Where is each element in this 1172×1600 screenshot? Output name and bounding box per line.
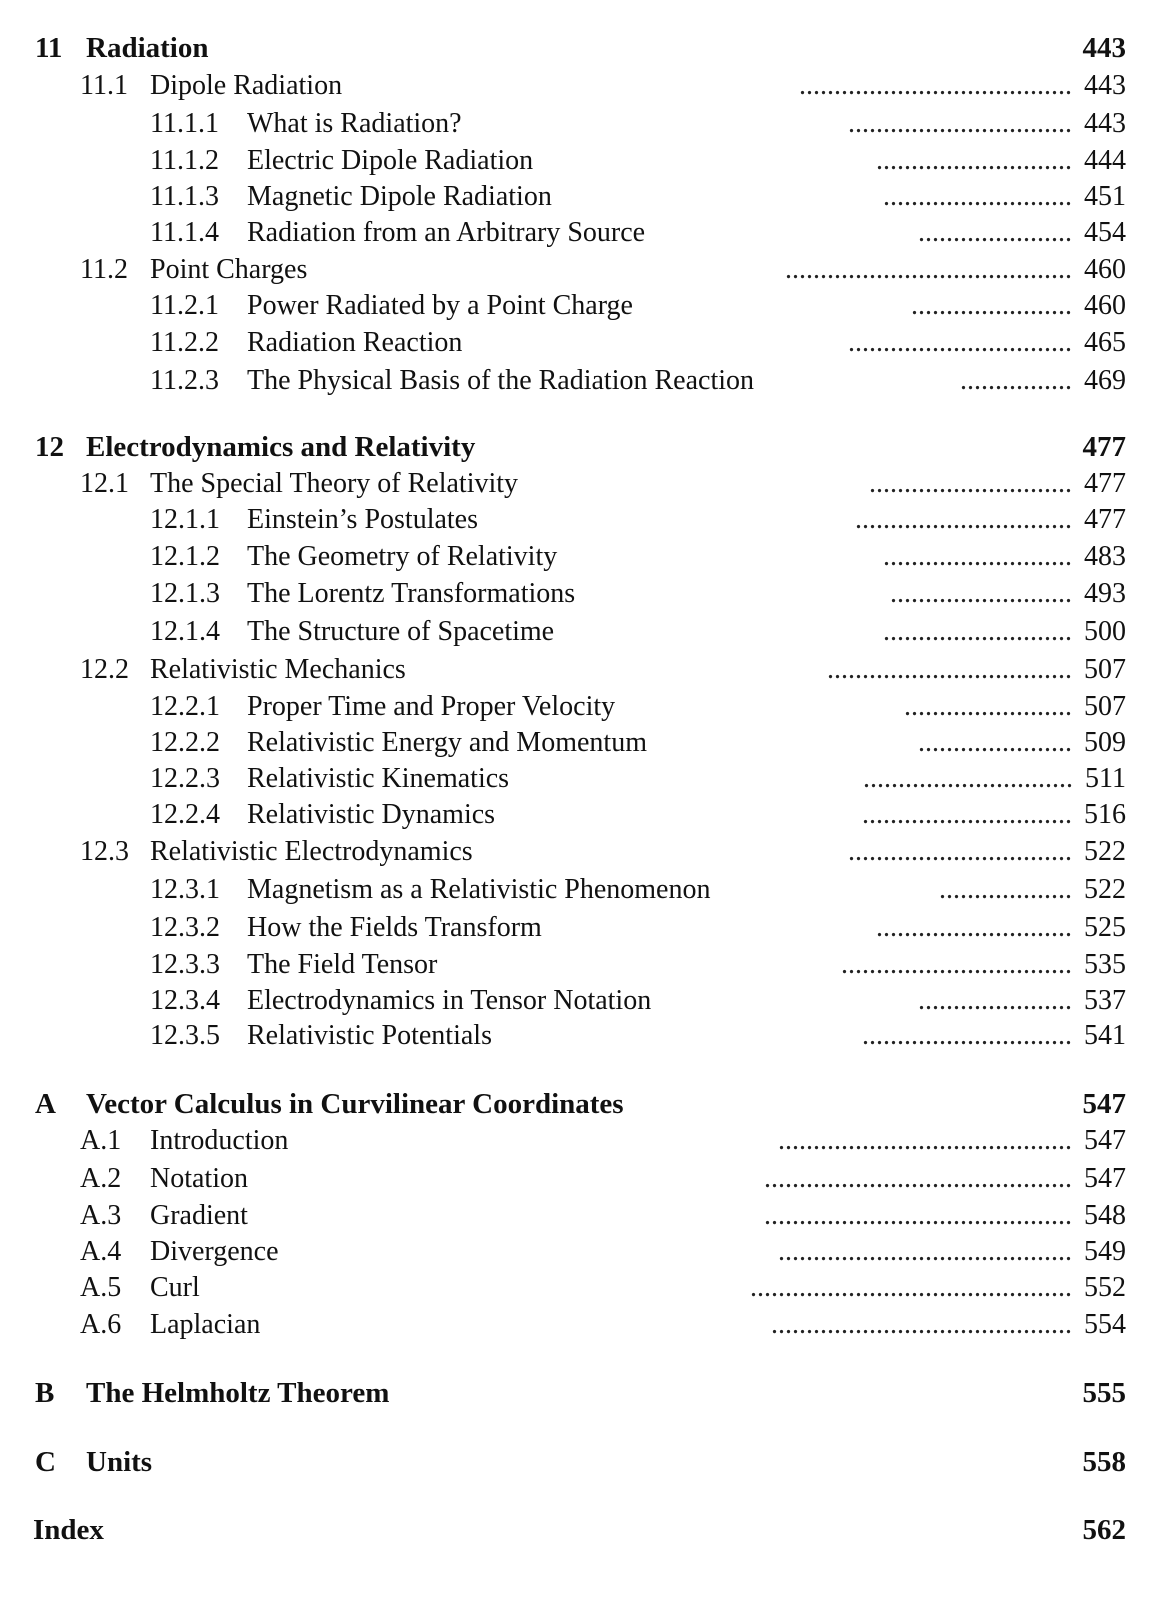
dot-leader: ................................ xyxy=(848,836,1072,867)
toc-entry-number: A xyxy=(35,1088,56,1120)
toc-entry-number: C xyxy=(35,1446,56,1478)
toc-entry-number: A.2 xyxy=(80,1163,122,1194)
dot-leader: ....................................... xyxy=(799,70,1072,101)
toc-entry-number: 12.1.3 xyxy=(150,578,220,609)
toc-entry-subsection[interactable] xyxy=(0,214,1172,252)
toc-entry-title: How the Fields Transform xyxy=(247,912,542,943)
dot-leader: .............................. xyxy=(862,1020,1072,1051)
toc-entry-number: A.3 xyxy=(80,1200,122,1231)
toc-page-number: 562 xyxy=(1082,1514,1126,1546)
dot-leader: ...................... xyxy=(918,727,1072,758)
toc-entry-subsection[interactable] xyxy=(0,613,1172,651)
toc-entry-title: Magnetism as a Relativistic Phenomenon xyxy=(247,874,711,905)
toc-entry-subsection[interactable] xyxy=(0,688,1172,726)
toc-page-number: 451 xyxy=(1084,181,1126,212)
toc-entry-number: 12.2.2 xyxy=(150,727,220,758)
dot-leader: ................................... xyxy=(827,654,1072,685)
toc-entry-title: Vector Calculus in Curvilinear Coordinates xyxy=(86,1088,624,1120)
toc-entry-title: Electric Dipole Radiation xyxy=(247,145,534,176)
toc-entry-subsection[interactable] xyxy=(0,796,1172,834)
dot-leader: ............................................ xyxy=(764,1163,1072,1194)
toc-entry-title: The Geometry of Relativity xyxy=(247,541,558,572)
toc-page-number: 443 xyxy=(1082,32,1126,64)
toc-entry-subsection[interactable] xyxy=(0,871,1172,909)
toc-entry-title: Curl xyxy=(150,1272,200,1303)
toc-entry-subsection[interactable] xyxy=(0,178,1172,216)
toc-entry-title: What is Radiation? xyxy=(247,108,462,139)
toc-entry-subsection[interactable] xyxy=(0,287,1172,325)
toc-entry-title: Gradient xyxy=(150,1200,248,1231)
toc-entry-section[interactable] xyxy=(0,1197,1172,1235)
toc-entry-number: 11.2.1 xyxy=(150,290,219,321)
toc-page-number: 460 xyxy=(1084,254,1126,285)
toc-page-number: 541 xyxy=(1084,1020,1126,1051)
toc-entry-title: Radiation from an Arbitrary Source xyxy=(247,217,646,248)
dot-leader: .............................. xyxy=(863,763,1073,794)
toc-entry-title: Relativistic Potentials xyxy=(247,1020,492,1051)
toc-entry-number: 12.3.1 xyxy=(150,874,220,905)
toc-entry-chapter[interactable] xyxy=(0,1511,1172,1549)
toc-entry-number: 11.2.2 xyxy=(150,327,219,358)
toc-entry-section[interactable] xyxy=(0,1122,1172,1160)
toc-page-number: 477 xyxy=(1084,468,1126,499)
dot-leader: ............................ xyxy=(876,145,1072,176)
toc-page-number: 507 xyxy=(1084,691,1126,722)
toc-entry-number: 11.1.2 xyxy=(150,145,219,176)
toc-entry-number: 12 xyxy=(35,431,64,463)
toc-entry-title: Electrodynamics in Tensor Notation xyxy=(247,985,652,1016)
toc-entry-chapter[interactable] xyxy=(0,1374,1172,1412)
toc-entry-title: Radiation xyxy=(86,32,209,64)
toc-entry-subsection[interactable] xyxy=(0,105,1172,143)
toc-entry-title: The Special Theory of Relativity xyxy=(150,468,519,499)
toc-page-number: 548 xyxy=(1084,1200,1126,1231)
toc-page-number: 558 xyxy=(1082,1446,1126,1478)
toc-entry-title: Electrodynamics and Relativity xyxy=(86,431,476,463)
toc-entry-title: Einstein’s Postulates xyxy=(247,504,478,535)
toc-entry-subsection[interactable] xyxy=(0,946,1172,984)
toc-entry-subsection[interactable] xyxy=(0,142,1172,180)
toc-page-number: 443 xyxy=(1084,108,1126,139)
toc-entry-number: A.1 xyxy=(80,1125,122,1156)
toc-entry-title: Units xyxy=(86,1446,153,1478)
toc-entry-number: 12.3.4 xyxy=(150,985,220,1016)
toc-entry-number: 12.1.4 xyxy=(150,616,220,647)
toc-entry-section[interactable] xyxy=(0,1306,1172,1344)
toc-entry-number: 11.1.3 xyxy=(150,181,219,212)
toc-entry-number: 11.2 xyxy=(80,254,128,285)
toc-page-number: 537 xyxy=(1084,985,1126,1016)
toc-entry-title: Laplacian xyxy=(150,1309,261,1340)
toc-page-number: 525 xyxy=(1084,912,1126,943)
toc-entry-subsection[interactable] xyxy=(0,982,1172,1020)
toc-entry-subsection[interactable] xyxy=(0,724,1172,762)
toc-page-number: 549 xyxy=(1084,1236,1126,1267)
dot-leader: ........................... xyxy=(883,616,1072,647)
toc-entry-title: Relativistic Electrodynamics xyxy=(150,836,473,867)
dot-leader: .............................. xyxy=(862,799,1072,830)
toc-entry-number: 11.1.4 xyxy=(150,217,219,248)
toc-entry-subsection[interactable] xyxy=(0,324,1172,362)
toc-entry-number: 12.3.2 xyxy=(150,912,220,943)
toc-entry-title: Proper Time and Proper Velocity xyxy=(247,691,616,722)
toc-page-number: 509 xyxy=(1084,727,1126,758)
toc-entry-number: 12.1.1 xyxy=(150,504,220,535)
toc-page-number: 554 xyxy=(1084,1309,1126,1340)
toc-entry-title: The Lorentz Transformations xyxy=(247,578,576,609)
toc-entry-chapter[interactable] xyxy=(0,29,1172,67)
toc-entry-title: Introduction xyxy=(150,1125,289,1156)
toc-page-number: 516 xyxy=(1084,799,1126,830)
toc-entry-section[interactable] xyxy=(0,67,1172,105)
toc-page-number: 535 xyxy=(1084,949,1126,980)
toc-entry-number: A.6 xyxy=(80,1309,122,1340)
toc-page-number: 444 xyxy=(1084,145,1126,176)
dot-leader: .............................................. xyxy=(750,1272,1072,1303)
dot-leader: .......................................... xyxy=(778,1125,1072,1156)
dot-leader: ................... xyxy=(939,874,1072,905)
dot-leader: ............................... xyxy=(855,504,1072,535)
toc-entry-section[interactable] xyxy=(0,833,1172,871)
toc-entry-title: Index xyxy=(33,1514,104,1546)
toc-entry-title: The Field Tensor xyxy=(247,949,438,980)
toc-entry-chapter[interactable] xyxy=(0,1443,1172,1481)
toc-page-number: 522 xyxy=(1084,874,1126,905)
dot-leader: ........................................... xyxy=(771,1309,1072,1340)
toc-entry-subsection[interactable] xyxy=(0,538,1172,576)
dot-leader: ............................ xyxy=(876,912,1072,943)
toc-page-number: 460 xyxy=(1084,290,1126,321)
dot-leader: ...................... xyxy=(918,217,1072,248)
toc-entry-title: Magnetic Dipole Radiation xyxy=(247,181,552,212)
dot-leader: ...................... xyxy=(918,985,1072,1016)
toc-entry-title: Notation xyxy=(150,1163,248,1194)
toc-entry-section[interactable] xyxy=(0,651,1172,689)
toc-page-number: 547 xyxy=(1084,1163,1126,1194)
toc-entry-chapter[interactable] xyxy=(0,1085,1172,1123)
toc-page-number: 465 xyxy=(1084,327,1126,358)
toc-entry-subsection[interactable] xyxy=(0,501,1172,539)
toc-entry-number: 11 xyxy=(35,32,63,64)
dot-leader: ................ xyxy=(960,365,1072,396)
toc-entry-title: The Structure of Spacetime xyxy=(247,616,555,647)
toc-page-number: 483 xyxy=(1084,541,1126,572)
toc-entry-number: 11.1 xyxy=(80,70,128,101)
toc-entry-number: 12.2.3 xyxy=(150,763,220,794)
toc-entry-title: The Helmholtz Theorem xyxy=(86,1377,390,1409)
toc-page-number: 454 xyxy=(1084,217,1126,248)
toc-page-number: 500 xyxy=(1084,616,1126,647)
dot-leader: .......................... xyxy=(890,578,1072,609)
dot-leader: ............................. xyxy=(869,468,1072,499)
toc-entry-section[interactable] xyxy=(0,465,1172,503)
toc-entry-number: 12.2 xyxy=(80,654,129,685)
toc-page-number: 477 xyxy=(1084,504,1126,535)
dot-leader: ................................. xyxy=(841,949,1072,980)
toc-entry-number: 11.1.1 xyxy=(150,108,219,139)
toc-page-number: 443 xyxy=(1084,70,1126,101)
toc-entry-title: Relativistic Kinematics xyxy=(247,763,510,794)
toc-page-number: 511 xyxy=(1085,763,1126,794)
toc-entry-title: Relativistic Energy and Momentum xyxy=(247,727,647,758)
toc-entry-title: Relativistic Dynamics xyxy=(247,799,496,830)
toc-page-number: 477 xyxy=(1082,431,1126,463)
toc-entry-subsection[interactable] xyxy=(0,1017,1172,1055)
toc-entry-subsection[interactable] xyxy=(0,760,1172,798)
dot-leader: ............................................ xyxy=(764,1200,1072,1231)
toc-entry-number: 12.2.4 xyxy=(150,799,220,830)
toc-page-number: 469 xyxy=(1084,365,1126,396)
toc-page-number: 493 xyxy=(1084,578,1126,609)
toc-entry-number: 12.1.2 xyxy=(150,541,220,572)
toc-entry-number: A.5 xyxy=(80,1272,122,1303)
toc-entry-title: Relativistic Mechanics xyxy=(150,654,406,685)
dot-leader: ........................... xyxy=(883,541,1072,572)
dot-leader: ......................................... xyxy=(785,254,1072,285)
toc-page-number: 552 xyxy=(1084,1272,1126,1303)
toc-entry-section[interactable] xyxy=(0,1233,1172,1271)
toc-page-number: 507 xyxy=(1084,654,1126,685)
toc-entry-section[interactable] xyxy=(0,1160,1172,1198)
toc-entry-title: Power Radiated by a Point Charge xyxy=(247,290,633,321)
dot-leader: ........................... xyxy=(883,181,1072,212)
toc-entry-title: The Physical Basis of the Radiation Reaction xyxy=(247,365,755,396)
toc-page-number: 547 xyxy=(1082,1088,1126,1120)
toc-entry-section[interactable] xyxy=(0,1269,1172,1307)
dot-leader: .......................................... xyxy=(778,1236,1072,1267)
toc-page-number: 522 xyxy=(1084,836,1126,867)
toc-entry-title: Divergence xyxy=(150,1236,279,1267)
toc-entry-number: 12.3 xyxy=(80,836,129,867)
toc-entry-number: 12.2.1 xyxy=(150,691,220,722)
toc-entry-title: Radiation Reaction xyxy=(247,327,463,358)
toc-page-number: 555 xyxy=(1082,1377,1126,1409)
dot-leader: ................................ xyxy=(848,108,1072,139)
toc-page-number: 547 xyxy=(1084,1125,1126,1156)
toc-entry-number: A.4 xyxy=(80,1236,122,1267)
toc-entry-title: Dipole Radiation xyxy=(150,70,343,101)
dot-leader: ................................ xyxy=(848,327,1072,358)
toc-entry-subsection[interactable] xyxy=(0,909,1172,947)
toc-entry-number: 12.3.5 xyxy=(150,1020,220,1051)
toc-entry-chapter[interactable] xyxy=(0,428,1172,466)
toc-entry-number: 11.2.3 xyxy=(150,365,219,396)
toc-entry-number: 12.3.3 xyxy=(150,949,220,980)
toc-entry-subsection[interactable] xyxy=(0,575,1172,613)
dot-leader: ....................... xyxy=(911,290,1072,321)
dot-leader: ........................ xyxy=(904,691,1072,722)
toc-entry-number: 12.1 xyxy=(80,468,129,499)
toc-entry-title: Point Charges xyxy=(150,254,308,285)
toc-entry-number: B xyxy=(35,1377,55,1409)
toc-entry-section[interactable] xyxy=(0,251,1172,289)
toc-entry-subsection[interactable] xyxy=(0,362,1172,400)
